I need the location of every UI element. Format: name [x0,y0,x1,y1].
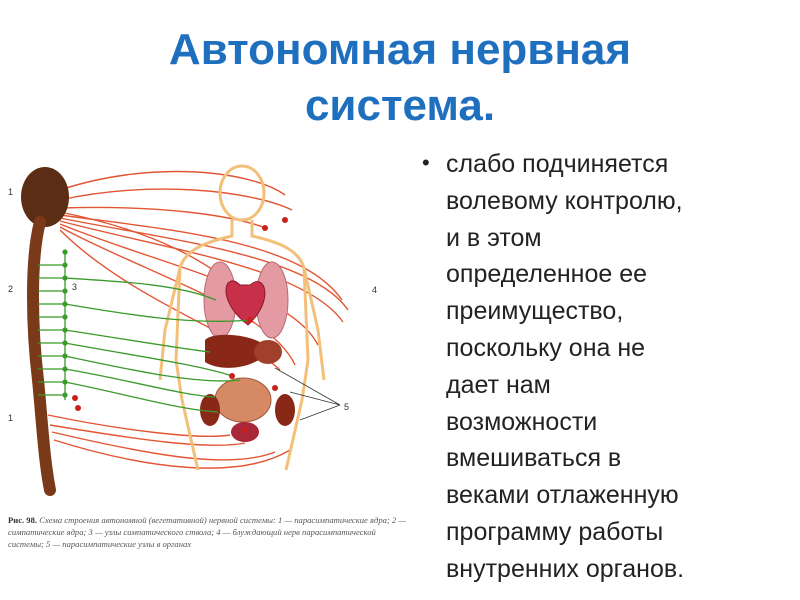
label-1-top: 1 [8,187,14,197]
intestine [215,378,271,422]
bullet-line: возможности [446,407,598,436]
label-3: 3 [72,282,78,292]
bullet-text [446,146,782,588]
bullet-line: внутренних органов. [446,554,685,583]
stomach [254,340,282,364]
label-1-bottom: 1 [8,413,14,423]
bullet-line: определенное ее [446,260,648,289]
title-line-2: система. [304,81,496,130]
bullet-line: волевому контролю, [446,186,683,215]
caption-text: Схема строения автономной (вегетативной) нервной системы: 1 — парасимпатические ядра; 2 — симпатические ядра; 3 — узлы симпатического ствола; 4 — блуждающий нерв парасимпатической системы; 5 — парасимпатические узлы в органах [8,515,407,549]
kidney-right [275,394,295,426]
bullet-line: и в этом [446,223,542,252]
bullet-line: преимущество, [446,297,624,326]
bullet-line: дает нам [446,370,551,399]
slide-title [0,22,800,134]
caption-number: Рис. 98. [8,515,38,525]
nervous-system-diagram [0,160,420,500]
parasympathetic-fibers [48,171,348,468]
bullet-dot-icon: • [422,150,430,175]
title-line-1: Автономная нервная [168,25,632,74]
brain [21,167,69,227]
bullet-line: поскольку она не [446,333,646,362]
figure-caption [8,514,413,550]
bullet-line: веками отлаженную [446,481,679,510]
bullet-line: программу работы [446,517,664,546]
label-5: 5 [344,402,350,412]
brain-and-spine [21,167,69,490]
label-4: 4 [372,285,378,295]
organs [200,262,295,442]
bullet-line: вмешиваться в [446,444,622,473]
bullet-line: слабо подчиняется [446,150,669,178]
label-2: 2 [8,284,14,294]
